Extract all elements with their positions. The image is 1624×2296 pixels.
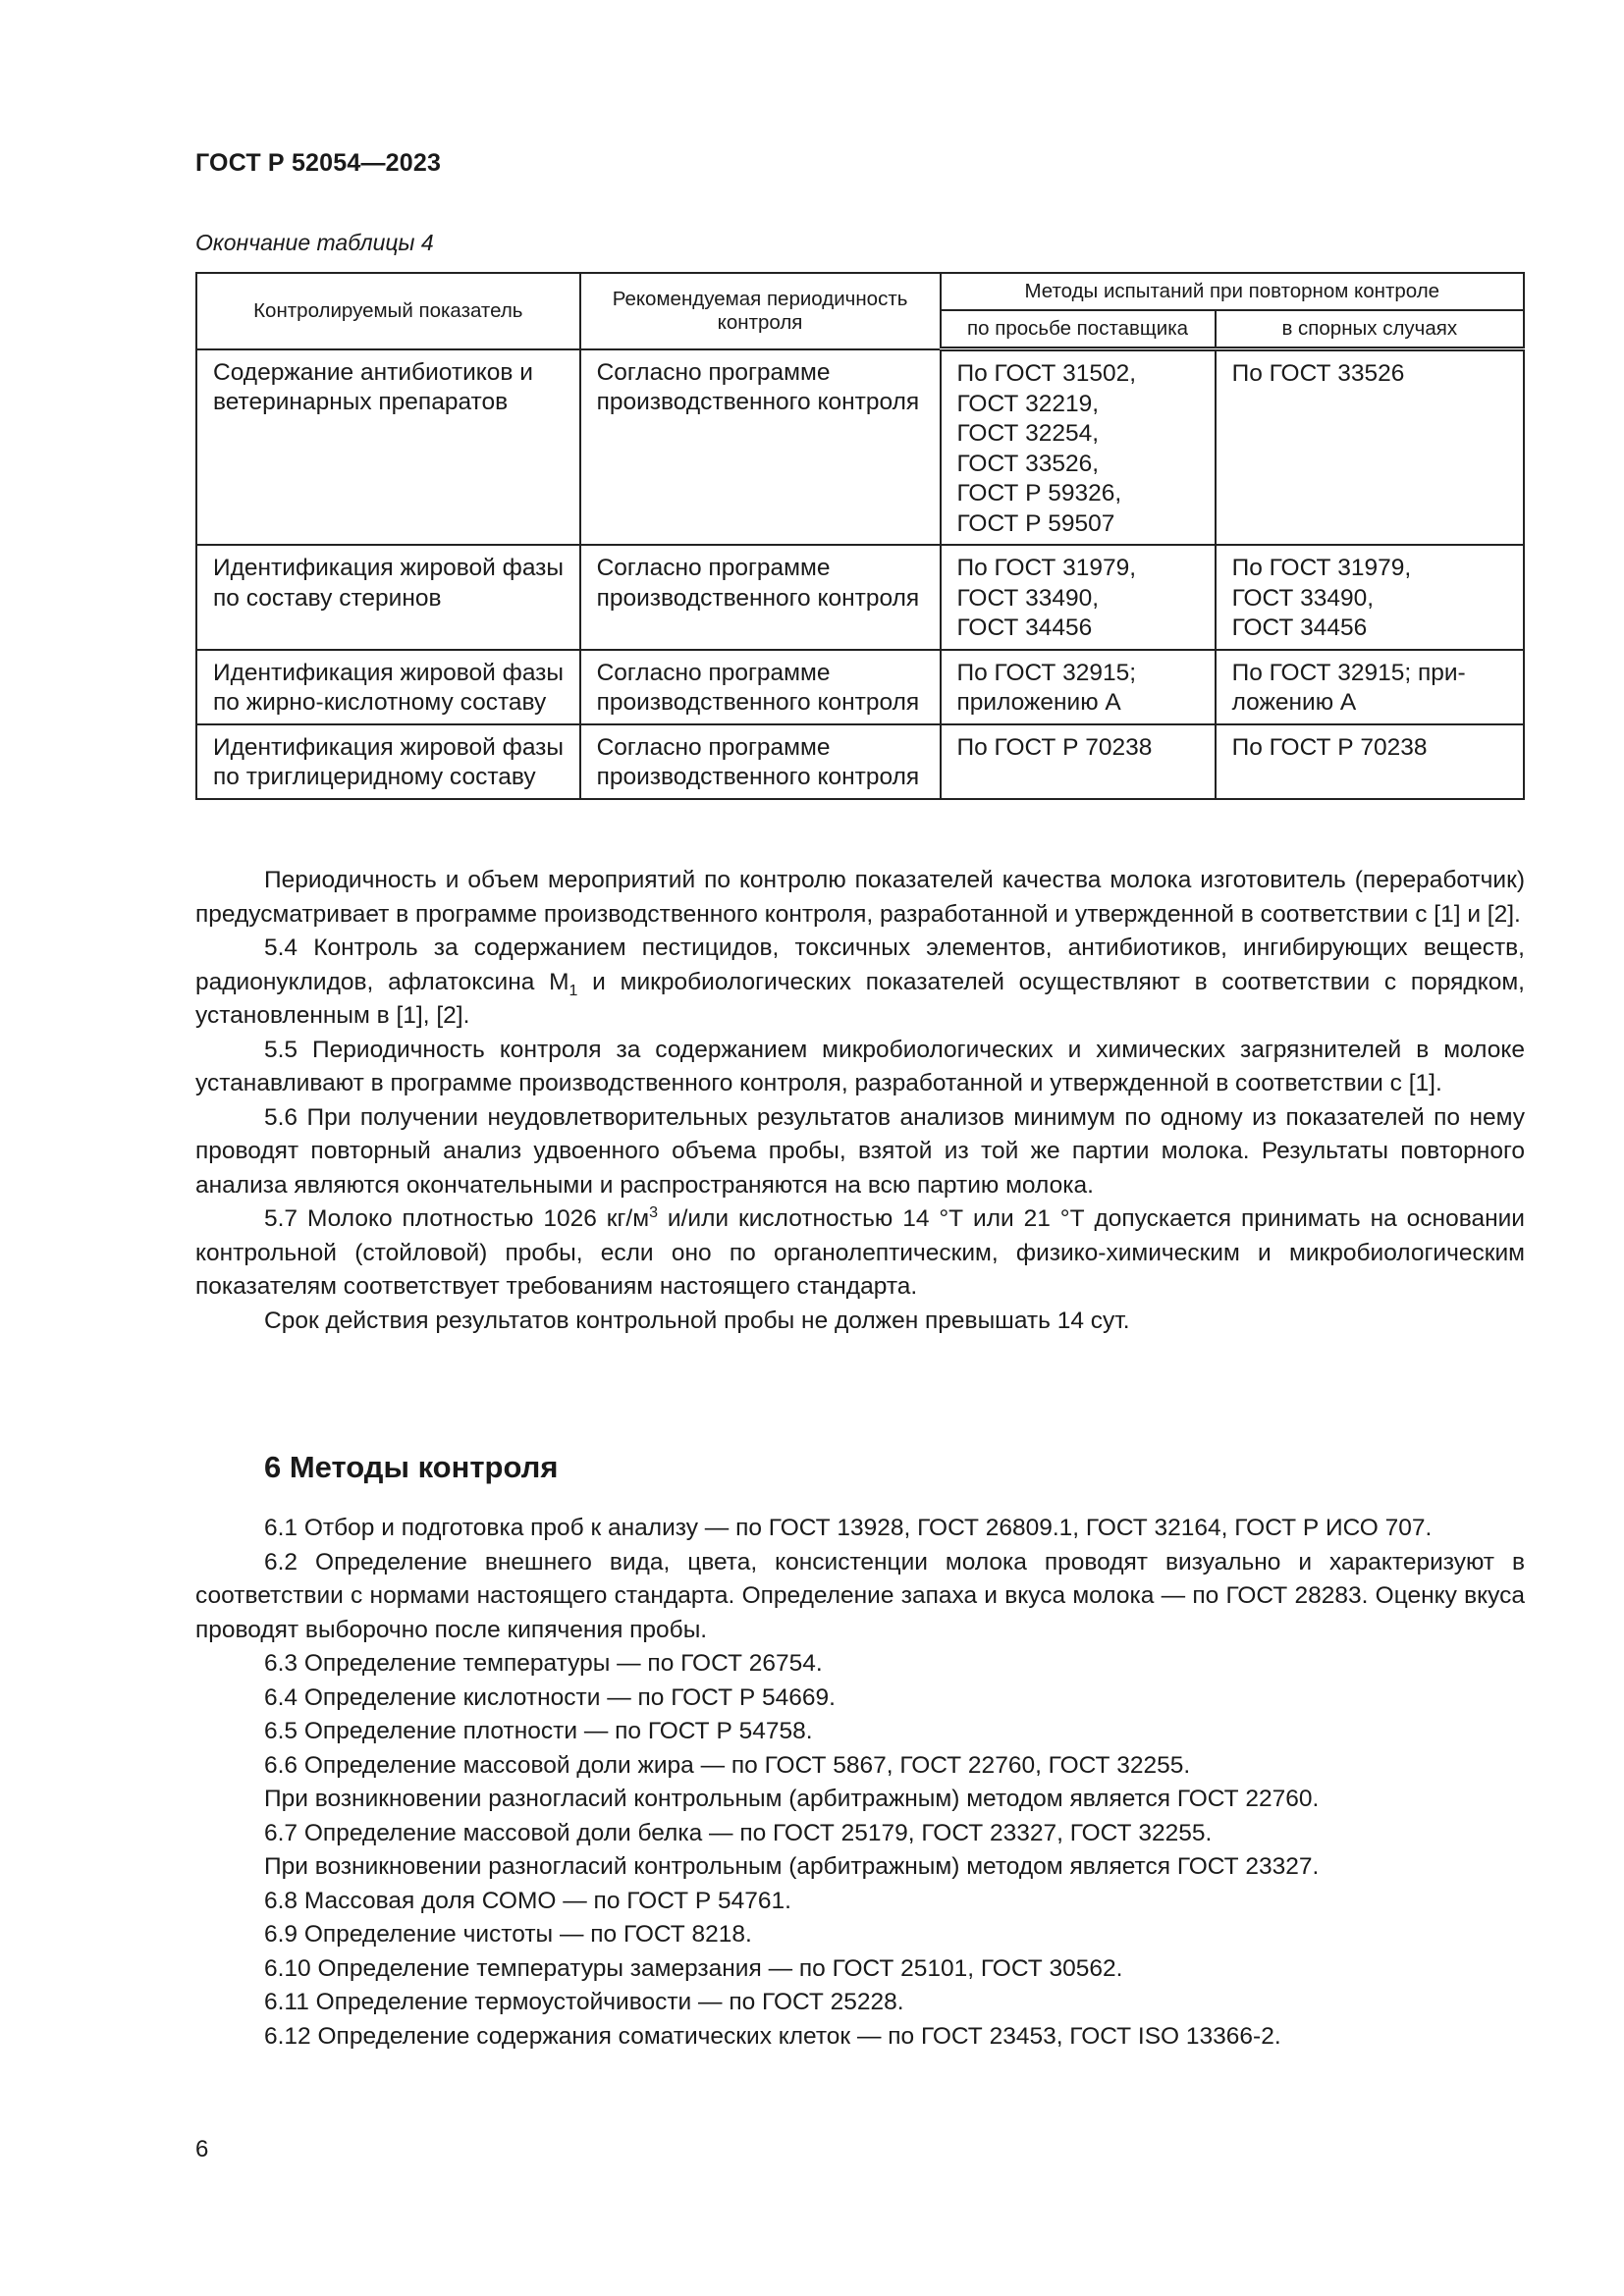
paragraph-5-5: 5.5 Периодичность контроля за содержанием микробиологических и химических загрязнителей в молоке устанавливают в программе производственного контроля, разработанной и утвержденной в соответствии с [1].	[195, 1036, 1525, 1096]
section-6-item: 6.7 Определение массовой доли белка — по ГОСТ 25179, ГОСТ 23327, ГОСТ 32255.	[264, 1819, 1213, 1846]
cell-indicator: Содержание антибиотиков и ветеринарных препаратов	[196, 349, 580, 546]
section-6-item: 6.3 Определение температуры — по ГОСТ 26754.	[264, 1650, 823, 1677]
section-6-item: 6.11 Определение термоустойчивости — по ГОСТ 25228.	[264, 1989, 904, 2015]
cell-dispute-methods	[1216, 545, 1524, 650]
cell-dispute-methods	[1216, 349, 1524, 546]
section-6-item: 6.12 Определение содержания соматических клеток — по ГОСТ 23453, ГОСТ ISO 13366-2.	[264, 2022, 1281, 2050]
table-row	[196, 650, 1524, 724]
header-supplier-request: по просьбе поставщика	[941, 310, 1216, 349]
cell-indicator: Идентификация жировой фазы по триглицеридному составу	[196, 724, 580, 799]
header-dispute-cases: в спорных случаях	[1216, 310, 1524, 349]
table-row	[196, 349, 1524, 546]
paragraph-5-4	[195, 932, 1525, 1034]
method-line: По ГОСТ Р 70238	[1231, 733, 1428, 761]
section-6-item: 6.9 Определение чистоты — по ГОСТ 8218.	[264, 1921, 752, 1948]
method-line: ГОСТ Р 59507	[956, 509, 1115, 537]
table-body	[196, 349, 1524, 799]
table-4	[195, 272, 1525, 800]
cell-indicator: Идентификация жировой фазы по жирно-кислотному составу	[196, 650, 580, 724]
header-periodicity: Рекомендуемая периодичность контроля	[580, 273, 941, 349]
method-line: ГОСТ 34456	[956, 614, 1093, 641]
method-line: По ГОСТ 32915; при-	[1231, 659, 1466, 686]
document-header: ГОСТ Р 52054—2023	[195, 149, 442, 177]
paragraph-5-4-text-a: 5.4 Контроль за содержанием пестицидов, токсичных элементов, антибиотиков, ингибирующих веществ, радионуклидов, афлатоксина М	[195, 934, 1525, 995]
paragraph-5-7	[195, 1202, 1525, 1305]
section-6-title: 6 Методы контроля	[264, 1450, 559, 1484]
method-line: По ГОСТ Р 70238	[956, 733, 1153, 761]
table-caption: Окончание таблицы 4	[195, 230, 434, 255]
method-line: По ГОСТ 31502,	[956, 360, 1137, 387]
section-6-item: 6.4 Определение кислотности — по ГОСТ Р 54669.	[264, 1683, 836, 1711]
method-line: ГОСТ 33490,	[1231, 584, 1375, 612]
table-row	[196, 724, 1524, 799]
method-line: По ГОСТ 32915;	[956, 659, 1137, 686]
paragraph-term: Срок действия результатов контрольной пробы не должен превышать 14 сут.	[264, 1307, 1130, 1334]
section-6-item: 6.10 Определение температуры замерзания — по ГОСТ 25101, ГОСТ 30562.	[264, 1954, 1123, 1982]
paragraph-intro: Периодичность и объем мероприятий по контролю показателей качества молока изготовитель (переработчик) предусматривает в программе производственного контроля, разработанной и утвержденной в соответствии с [1] и [2].	[195, 867, 1525, 928]
method-line: ГОСТ 32254,	[956, 420, 1100, 447]
subscript-1: 1	[568, 982, 578, 999]
header-methods-group: Методы испытаний при повторном контроле	[941, 273, 1524, 310]
method-line: ГОСТ 33526,	[956, 450, 1100, 477]
cell-supplier-methods	[941, 349, 1216, 546]
paragraph-5-4-text-b: и микробиологических показателей осуществляют в соответствии с порядком, установленным в [1], [2].	[195, 968, 1525, 1029]
method-line: По ГОСТ 31979,	[1231, 555, 1412, 581]
cell-supplier-methods	[941, 724, 1216, 799]
section-6-item: 6.8 Массовая доля СОМО — по ГОСТ Р 54761.	[264, 1887, 791, 1914]
cell-dispute-methods	[1216, 724, 1524, 799]
section-6-item: 6.1 Отбор и подготовка проб к анализу — по ГОСТ 13928, ГОСТ 26809.1, ГОСТ 32164, ГОСТ Р ИСО 707.	[264, 1515, 1433, 1541]
method-line: ГОСТ 33490,	[956, 584, 1100, 612]
body-text-section5	[195, 864, 1525, 1338]
page-number: 6	[195, 2136, 209, 2163]
section-6-item: 6.2 Определение внешнего вида, цвета, консистенции молока проводят визуально и характеризуют в соответствии с нормами настоящего стандарта. Определение запаха и вкуса молока — по ГОСТ 28283. Оценку вкуса проводят выборочно после кипячения пробы.	[195, 1548, 1525, 1643]
section-6-item: 6.5 Определение плотности — по ГОСТ Р 54758.	[264, 1718, 813, 1744]
cell-periodicity: Согласно программе производственного контроля	[580, 724, 941, 799]
section-6-item: При возникновении разногласий контрольным (арбитражным) методом является ГОСТ 22760.	[264, 1786, 1320, 1812]
cell-periodicity: Согласно программе производственного контроля	[580, 650, 941, 724]
table-row	[196, 545, 1524, 650]
section-6-items	[195, 1512, 1525, 2054]
method-line: ложению А	[1231, 689, 1357, 716]
cell-periodicity: Согласно программе производственного контроля	[580, 349, 941, 546]
cell-dispute-methods	[1216, 650, 1524, 724]
cell-indicator: Идентификация жировой фазы по составу стеринов	[196, 545, 580, 650]
superscript-3: 3	[649, 1203, 658, 1221]
cell-supplier-methods	[941, 545, 1216, 650]
method-line: По ГОСТ 31979,	[956, 555, 1137, 581]
method-line: ГОСТ 34456	[1231, 614, 1368, 641]
method-line: ГОСТ Р 59326,	[956, 480, 1122, 507]
section-6-item: При возникновении разногласий контрольным (арбитражным) методом является ГОСТ 23327.	[264, 1853, 1320, 1880]
method-line: ГОСТ 32219,	[956, 390, 1100, 417]
method-line: По ГОСТ 33526	[1231, 360, 1405, 387]
paragraph-5-7-text-a: 5.7 Молоко плотностью 1026 кг/м	[264, 1205, 650, 1232]
cell-periodicity: Согласно программе производственного контроля	[580, 545, 941, 650]
paragraph-5-7-text-b: и/или кислотностью 14 °Т или 21 °Т допускается принимать на основании контрольной (стойловой) пробы, если оно по органолептическим, физико-химическим и микробиологическим показателям соответствует требованиям настоящего стандарта.	[195, 1205, 1525, 1300]
section-6-item: 6.6 Определение массовой доли жира — по ГОСТ 5867, ГОСТ 22760, ГОСТ 32255.	[264, 1751, 1191, 1779]
method-line: приложению А	[956, 689, 1121, 716]
header-indicator: Контролируемый показатель	[196, 273, 580, 349]
paragraph-5-6: 5.6 При получении неудовлетворительных результатов анализов минимум по одному из показателей по нему проводят повторный анализ удвоенного объема пробы, взятой из той же партии молока. Результаты повторного анализа являются окончательными и распространяются на всю партию молока.	[195, 1103, 1525, 1199]
cell-supplier-methods	[941, 650, 1216, 724]
